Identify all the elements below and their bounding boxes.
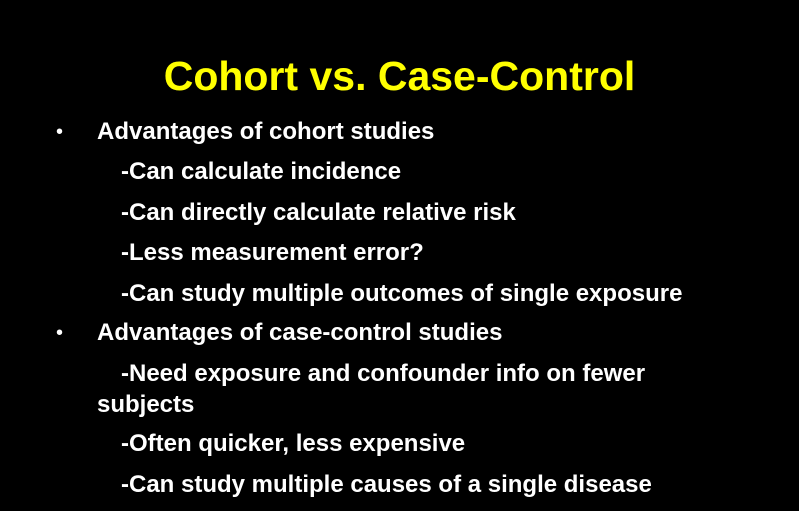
slide-title: Cohort vs. Case-Control xyxy=(163,53,636,99)
list-item: -Can directly calculate relative risk xyxy=(121,199,516,226)
list-item: -Can study multiple outcomes of single exposure xyxy=(121,280,683,307)
list-item: -Can calculate incidence xyxy=(121,158,402,185)
list-item: -Can study multiple causes of a single disease xyxy=(121,471,652,498)
bullet-icon: • xyxy=(56,322,64,344)
list-item-continuation: subjects xyxy=(97,391,195,418)
list-item: -Often quicker, less expensive xyxy=(121,430,466,457)
section-heading-case-control: Advantages of case-control studies xyxy=(97,319,503,346)
list-item: -Need exposure and confounder info on fewer xyxy=(121,360,646,387)
list-item: -Less measurement error? xyxy=(121,239,424,266)
section-heading-cohort: Advantages of cohort studies xyxy=(97,118,435,145)
bullet-icon: • xyxy=(56,121,64,143)
